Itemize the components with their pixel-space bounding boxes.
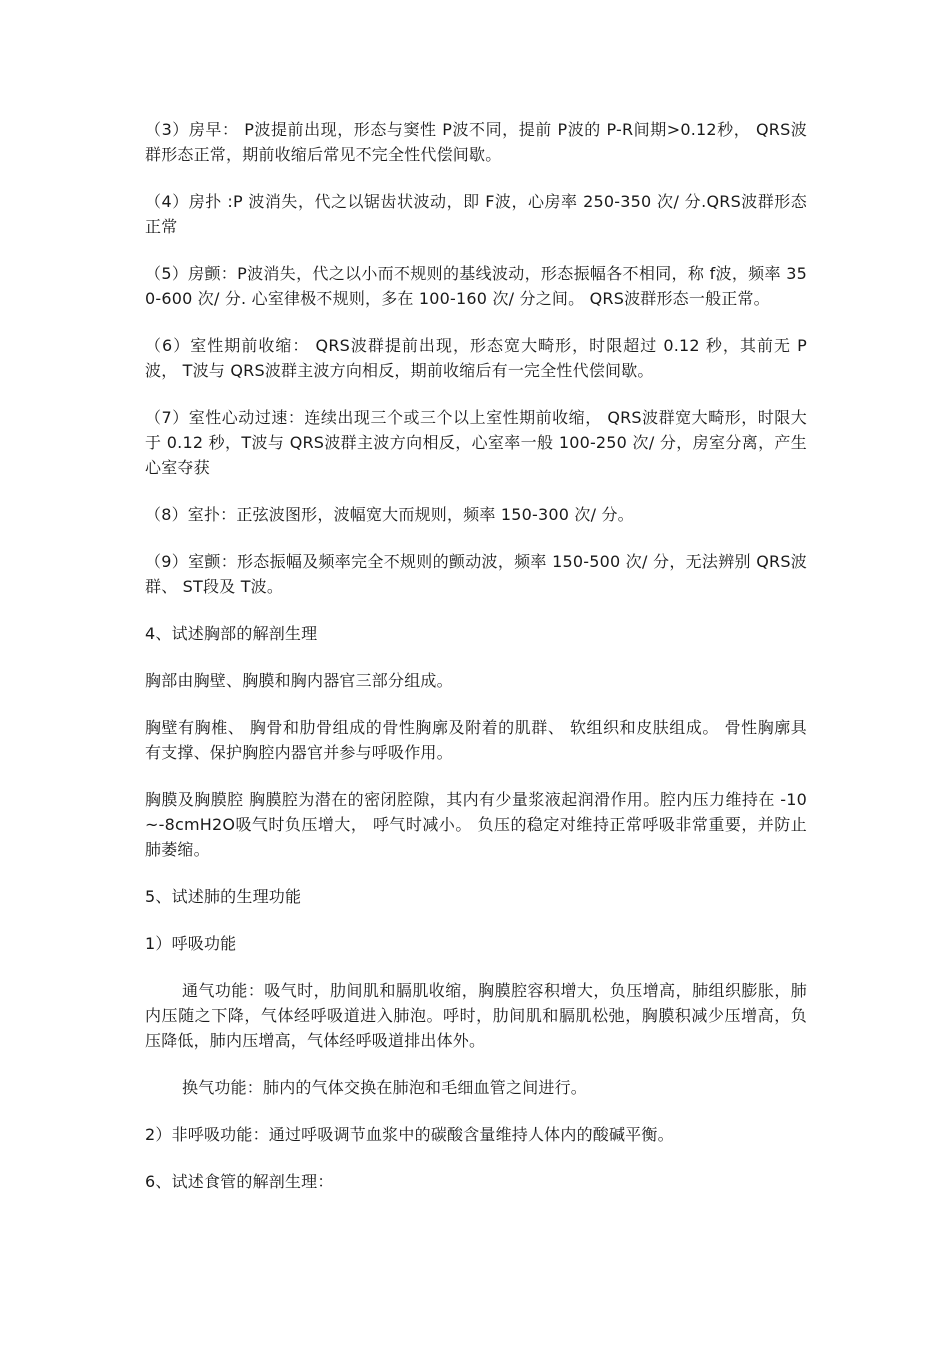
subheading-non-respiratory-function: 2）非呼吸功能：通过呼吸调节血浆中的碳酸含量维持人体内的酸碱平衡。: [145, 1125, 674, 1144]
paragraph-ventricular-premature: （6）室性期前收缩： QRS波群提前出现，形态宽大畸形，时限超过 0.12 秒，其前无 P波， T波与 QRS波群主波方向相反，期前收缩后有一完全性代偿间歇。: [145, 336, 807, 380]
paragraph-ventilation: 通气功能：吸气时，肋间肌和膈肌收缩，胸膜腔容积增大，负压增高，肺组织膨胀，肺内压随之下降，气体经呼吸道进入肺泡。呼时，肋间肌和膈肌松弛，胸膜积减少压增高，负压降低，肺内压增高，气体经呼吸道排出体外。: [145, 981, 807, 1050]
paragraph-chest-wall: 胸壁有胸椎、 胸骨和肋骨组成的骨性胸廓及附着的肌群、 软组织和皮肤组成。 骨性胸廓具有支撑、保护胸腔内器官并参与呼吸作用。: [145, 718, 807, 762]
subheading-respiratory-function: 1）呼吸功能: [145, 934, 237, 953]
paragraph-pleura: 胸膜及胸膜腔 胸膜腔为潜在的密闭腔隙，其内有少量浆液起润滑作用。腔内压力维持在 -10~-8cmH2O吸气时负压增大， 呼气时减小。 负压的稳定对维持正常呼吸非常重要，并防止肺萎缩。: [145, 790, 807, 859]
paragraph-atrial-premature: （3）房早： P波提前出现，形态与窦性 P波不同，提前 P波的 P-R间期>0.12秒， QRS波群形态正常，期前收缩后常见不完全性代偿间歇。: [145, 120, 807, 164]
paragraph-ventricular-flutter: （8）室扑：正弦波图形，波幅宽大而规则，频率 150-300 次/ 分。: [145, 505, 634, 524]
paragraph-atrial-flutter: （4）房扑 :P 波消失，代之以锯齿状波动，即 F波，心房率 250-350 次/ 分.QRS波群形态正常: [145, 192, 807, 236]
paragraph-ventricular-fibrillation: （9）室颤：形态振幅及频率完全不规则的颤动波，频率 150-500 次/ 分，无法辨别 QRS波群、 ST段及 T波。: [145, 552, 807, 596]
section-heading-chest-anatomy: 4、试述胸部的解剖生理: [145, 624, 318, 643]
section-heading-esophagus: 6、试述食管的解剖生理：: [145, 1172, 334, 1191]
document-page: [145, 117, 807, 1216]
paragraph-atrial-fibrillation: （5）房颤：P波消失，代之以小而不规则的基线波动，形态振幅各不相同，称 f波，频率 350-600 次/ 分. 心室律极不规则，多在 100-160 次/ 分之间。 QRS波群形态一般正常。: [145, 264, 807, 308]
paragraph-ventricular-tachycardia: （7）室性心动过速：连续出现三个或三个以上室性期前收缩， QRS波群宽大畸形，时限大于 0.12 秒，T波与 QRS波群主波方向相反，心室率一般 100-250 次/ 分，房室分离，产生心室夺获: [145, 408, 807, 477]
paragraph-chest-composition: 胸部由胸壁、胸膜和胸内器官三部分组成。: [145, 671, 453, 690]
section-heading-lung-function: 5、试述肺的生理功能: [145, 887, 302, 906]
paragraph-gas-exchange: 换气功能：肺内的气体交换在肺泡和毛细血管之间进行。: [182, 1078, 588, 1097]
